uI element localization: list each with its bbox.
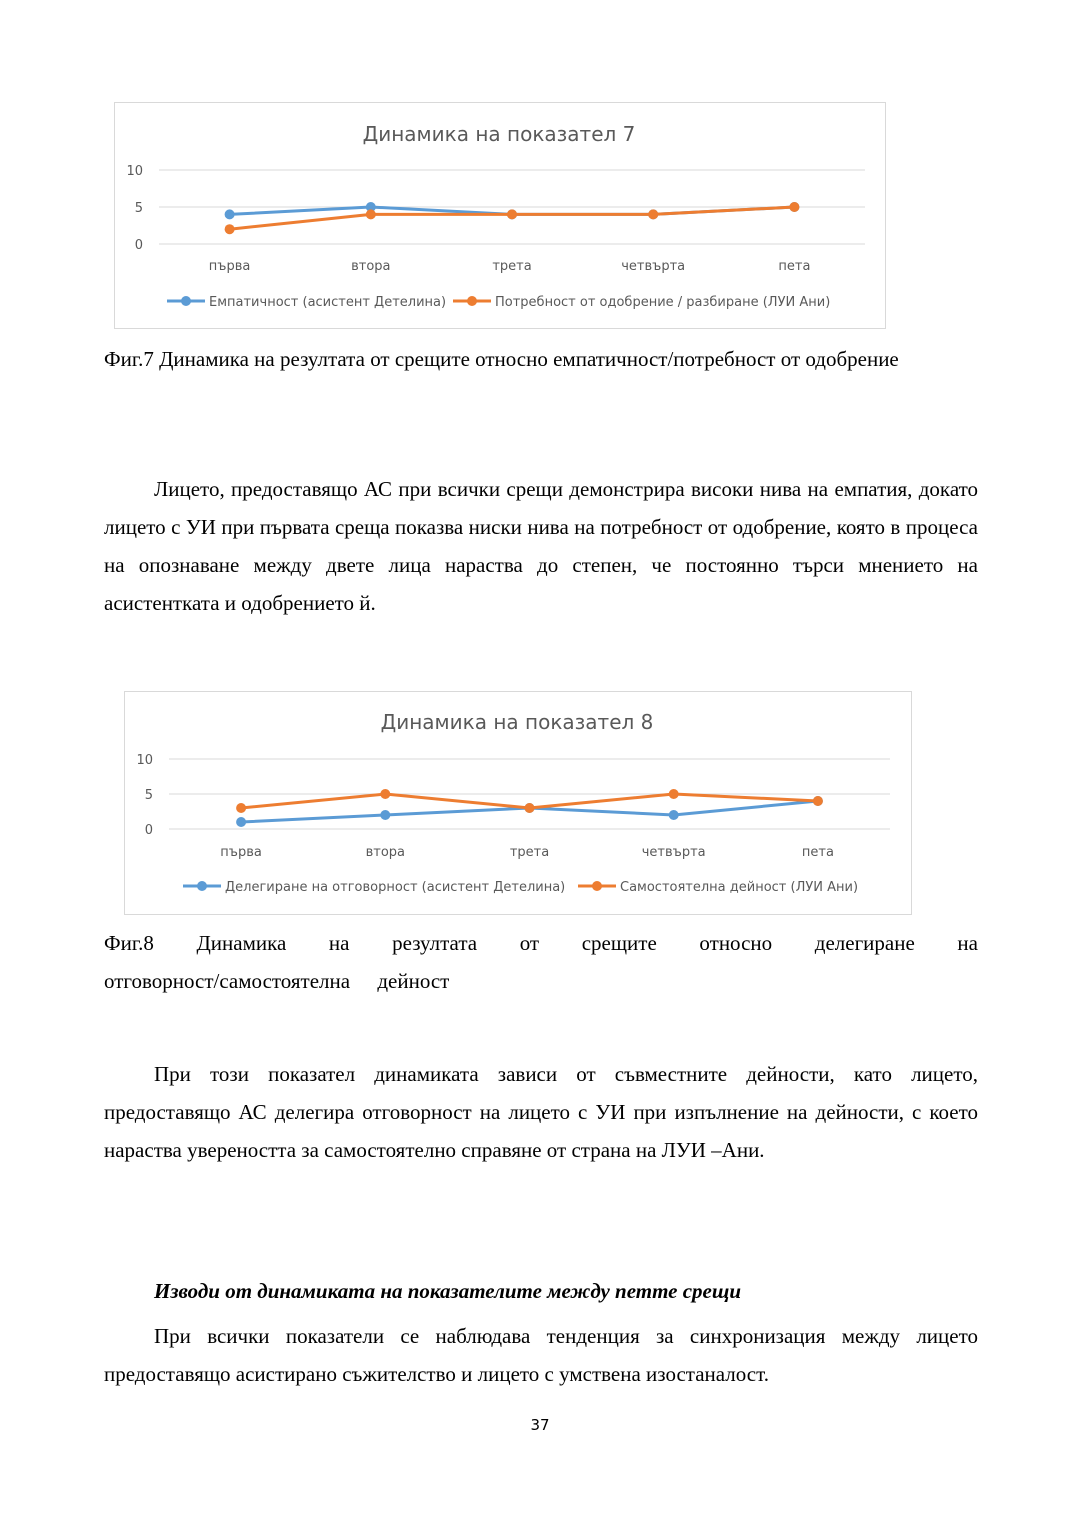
- chart-7-ytick-label: 0: [134, 238, 143, 253]
- chart-7-series-2-point: [648, 209, 658, 219]
- chart-8-series-1-point: [669, 810, 679, 820]
- chart-8-series-2-point: [813, 796, 823, 806]
- chart-8-legend-swatch-marker: [592, 881, 602, 891]
- chart-7-xtick-label: първа: [208, 259, 251, 274]
- figure-7-caption: Фиг.7 Динамика на резултата от срещите относно емпатичност/потребност от одобрение: [104, 347, 899, 371]
- chart-8-title: Динамика на показател 8: [380, 710, 654, 734]
- chart-7-legend-label: Потребност от одобрение / разбиране (ЛУИ Ани): [495, 295, 831, 310]
- chart-7-xtick-label: четвърта: [621, 259, 686, 274]
- chart-7-legend-swatch-marker: [181, 296, 191, 306]
- chart-8-xtick-label: първа: [220, 845, 262, 860]
- chart-8: [124, 691, 912, 915]
- chart-7-xtick-label: втора: [351, 259, 391, 274]
- conclusions-heading: Изводи от динамиката на показателите между петте срещи: [154, 1279, 742, 1303]
- chart-8-legend-swatch-marker: [197, 881, 207, 891]
- chart-7-series-1-point: [225, 209, 235, 219]
- chart-7-series-2-point: [366, 209, 376, 219]
- figure-8-caption: Фиг.8 Динамика на резултата от срещите относно делегиране на отговорност/самостоятелна дейност: [104, 931, 978, 993]
- paragraph-conclusions: При всички показатели се наблюдава тенденция за синхронизация между лицето предоставящо асистирано съжителство и лицето с умствена изостаналост.: [104, 1324, 978, 1386]
- chart-8-xtick-label: втора: [365, 845, 406, 860]
- chart-7-xtick-label: трета: [492, 259, 532, 274]
- paragraph-empathy: Лицето, предоставящо АС при всички срещи демонстрира високи нива на емпатия, докато лицето с УИ при първата среща показва ниски нива на потребност от одобрение, която в процеса на опознаване между двете лица нараства до степен, че постоянно търси мнението на асистентката и одобрението й.: [104, 477, 978, 615]
- chart-8-series-2-point: [380, 789, 390, 799]
- chart-8-ytick-label: 0: [144, 823, 153, 838]
- chart-8-series-2-point: [525, 803, 535, 813]
- chart-8-legend-label: Делегиране на отговорност (асистент Детелина): [225, 880, 566, 895]
- chart-7-legend-swatch-marker: [467, 296, 477, 306]
- chart-8-canvas: [125, 692, 911, 914]
- chart-7-legend-label: Емпатичност (асистент Детелина): [209, 295, 447, 310]
- chart-8-ytick-label: 10: [136, 753, 153, 768]
- chart-8-series-1-point: [236, 817, 246, 827]
- chart-8-xtick-label: четвърта: [641, 845, 706, 860]
- chart-8-series-1-point: [380, 810, 390, 820]
- chart-7-xtick-label: пета: [778, 259, 811, 274]
- chart-8-xtick-label: трета: [509, 845, 550, 860]
- chart-7: [114, 102, 886, 329]
- chart-8-xtick-label: пета: [801, 845, 834, 860]
- chart-7-series-2-point: [225, 224, 235, 234]
- chart-8-series-2-point: [669, 789, 679, 799]
- chart-7-ytick-label: 5: [134, 201, 143, 216]
- chart-8-series-2-point: [236, 803, 246, 813]
- chart-7-canvas: [115, 103, 885, 328]
- chart-7-series-2-point: [789, 202, 799, 212]
- chart-7-ytick-label: 10: [126, 164, 143, 179]
- chart-7-series-2-point: [507, 209, 517, 219]
- chart-8-ytick-label: 5: [144, 788, 153, 803]
- chart-7-title: Динамика на показател 7: [362, 122, 636, 146]
- chart-8-legend-label: Самостоятелна дейност (ЛУИ Ани): [620, 880, 859, 895]
- page-number: 37: [530, 1416, 550, 1434]
- paragraph-delegation: При този показател динамиката зависи от съвместните дейности, като лицето, предоставящо АС делегира отговорност на лицето с УИ при изпълнение на дейности, с което нараства увереността за самостоятелно справяне от страна на ЛУИ –Ани.: [104, 1062, 978, 1162]
